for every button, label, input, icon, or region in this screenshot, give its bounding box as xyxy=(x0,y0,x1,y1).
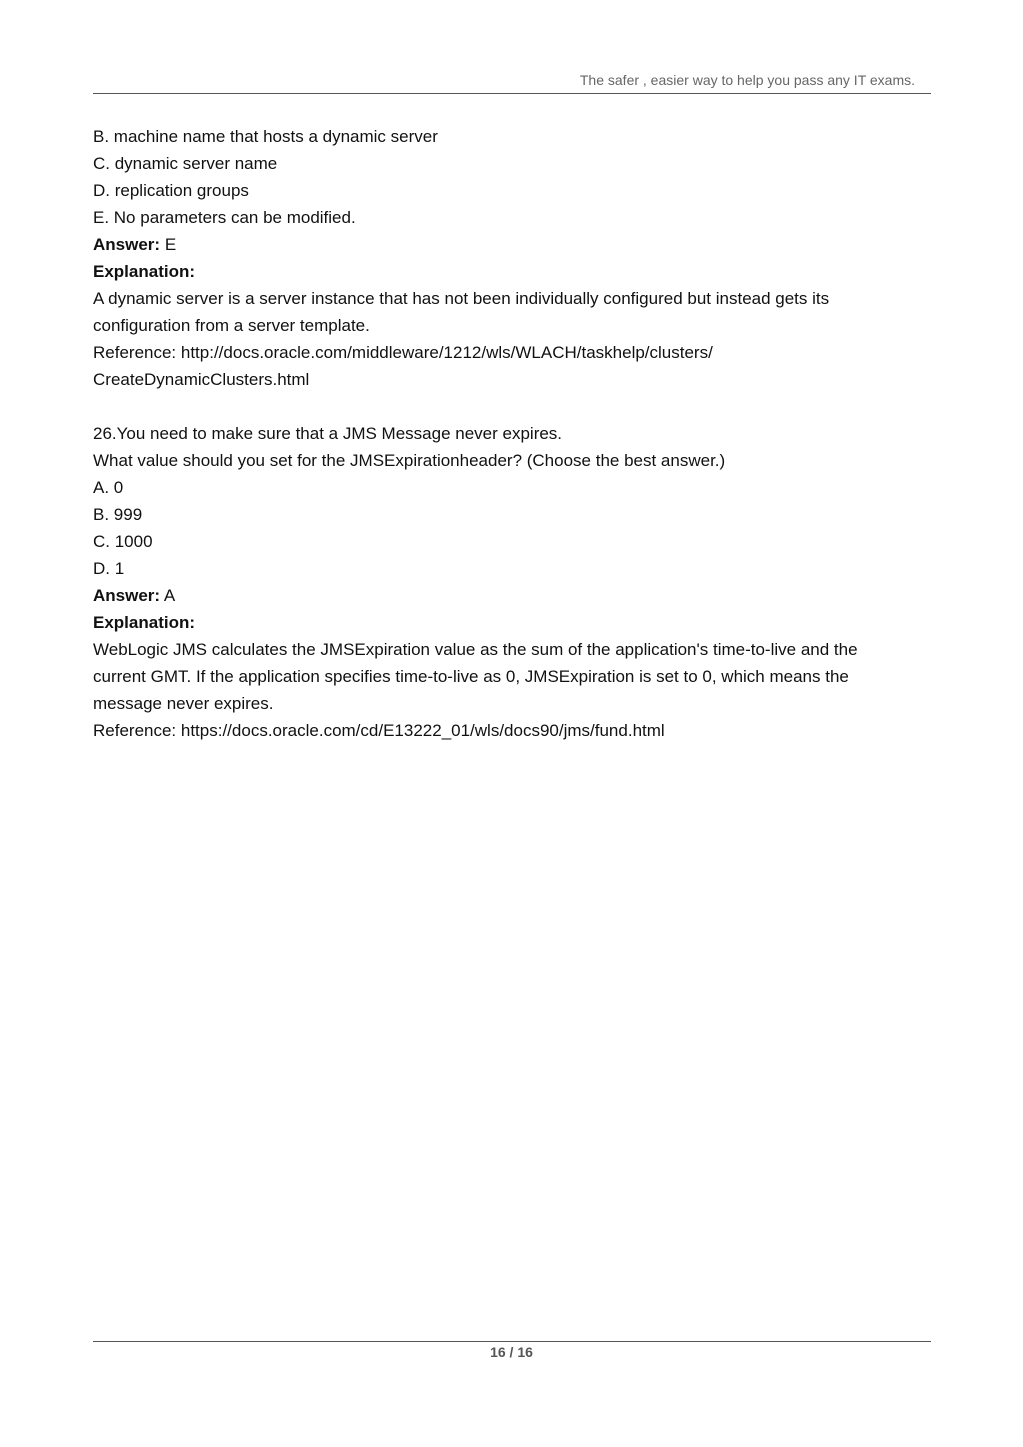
q25-reference-line2: CreateDynamicClusters.html xyxy=(93,370,310,389)
header-divider xyxy=(93,93,931,94)
page-number: 16 / 16 xyxy=(490,1344,533,1360)
q25-answer xyxy=(93,231,923,258)
q26-option-d: D. 1 xyxy=(93,559,125,578)
q25-explanation-line2: configuration from a server template. xyxy=(93,316,370,335)
q26-option-c: C. 1000 xyxy=(93,532,153,551)
page-content xyxy=(93,123,923,744)
q26-question: 26.You need to make sure that a JMS Message never expires. xyxy=(93,424,563,443)
q26-answer xyxy=(93,582,923,609)
q25-option-e: E. No parameters can be modified. xyxy=(93,208,356,227)
q25-explanation-label: Explanation: xyxy=(93,262,196,281)
q25-option-c: C. dynamic server name xyxy=(93,154,278,173)
q25-reference-line1: Reference: http://docs.oracle.com/middleware/1212/wls/WLACH/taskhelp/clusters/ xyxy=(93,343,713,362)
q26-prompt: What value should you set for the JMSExpirationheader? (Choose the best answer.) xyxy=(93,451,726,470)
q25-answer-value: E xyxy=(164,235,177,254)
question-spacer xyxy=(93,393,923,420)
q26-option-b: B. 999 xyxy=(93,505,143,524)
q25-explanation-line1: A dynamic server is a server instance that has not been individually configured but instead gets its xyxy=(93,289,830,308)
q26-option-a: A. 0 xyxy=(93,478,124,497)
q26-explanation-line2: current GMT. If the application specifies time-to-live as 0, JMSExpiration is set to 0, which means the xyxy=(93,667,849,686)
q25-option-b: B. machine name that hosts a dynamic server xyxy=(93,127,438,146)
q26-answer-label: Answer: xyxy=(93,586,161,605)
q26-explanation-label: Explanation: xyxy=(93,613,196,632)
q26-explanation-line3: message never expires. xyxy=(93,694,274,713)
header-tagline: The safer , easier way to help you pass any IT exams. xyxy=(579,72,915,88)
q26-answer-value: A xyxy=(163,586,176,605)
q26-explanation-line1: WebLogic JMS calculates the JMSExpiration value as the sum of the application's time-to-live and the xyxy=(93,640,858,659)
footer-divider xyxy=(93,1341,931,1342)
q25-answer-label: Answer: xyxy=(93,235,161,254)
q26-reference: Reference: https://docs.oracle.com/cd/E13222_01/wls/docs90/jms/fund.html xyxy=(93,721,665,740)
q25-option-d: D. replication groups xyxy=(93,181,249,200)
